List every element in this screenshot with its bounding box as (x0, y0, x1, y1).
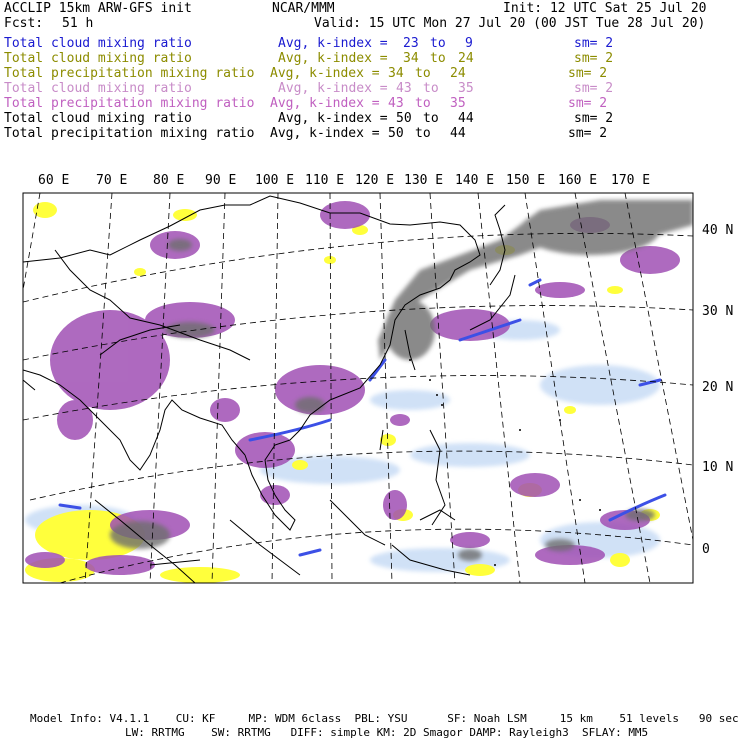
k-index-to-word: to (430, 36, 446, 51)
k-index-to-word: to (423, 111, 439, 126)
forecast-hour: 51 h (62, 16, 94, 31)
lon-label: 120 E (355, 173, 395, 188)
k-index-to: 44 (458, 111, 474, 126)
k-index-to-word: to (415, 126, 431, 141)
forecast-label: Fcst: (4, 16, 44, 31)
field-avg-label: Avg, k-index = (278, 36, 388, 51)
longitude-labels (38, 173, 650, 188)
init-time: Init: 12 UTC Sat 25 Jul 20 (503, 1, 707, 16)
lon-label: 70 E (96, 173, 128, 188)
k-index-to-word: to (415, 66, 431, 81)
map-plot-area (23, 193, 693, 583)
field-name: Total cloud mixing ratio (4, 36, 192, 51)
field-name: Total cloud mixing ratio (4, 111, 192, 126)
k-index-to: 24 (458, 51, 474, 66)
k-index-to: 35 (450, 96, 466, 111)
k-index-to-word: to (423, 81, 439, 96)
smoothing: sm= 2 (568, 96, 608, 111)
smoothing: sm= 2 (574, 36, 614, 51)
k-index-from: 34 (403, 51, 419, 66)
lon-label: 150 E (506, 173, 546, 188)
lon-label: 80 E (153, 173, 185, 188)
smoothing: sm= 2 (574, 81, 614, 96)
lon-label: 110 E (305, 173, 345, 188)
k-index-to-word: to (430, 51, 446, 66)
lon-label: 90 E (205, 173, 237, 188)
k-index-to: 44 (450, 126, 466, 141)
field-name: Total precipitation mixing ratio (4, 126, 255, 141)
lat-label: 30 N (702, 304, 734, 319)
model-title: ACCLIP 15km ARW-GFS init (4, 1, 192, 16)
field-name: Total precipitation mixing ratio (4, 66, 255, 81)
k-index-from: 50 (388, 126, 404, 141)
field-avg-label: Avg, k-index = (270, 126, 380, 141)
latitude-labels (702, 223, 733, 557)
valid-time: Valid: 15 UTC Mon 27 Jul 20 (00 JST Tue 28 Jul 20) (314, 16, 706, 31)
lat-label: 10 N (702, 460, 734, 475)
k-index-to: 9 (465, 36, 473, 51)
k-index-from: 43 (388, 96, 404, 111)
k-index-to: 24 (450, 66, 466, 81)
field-name: Total cloud mixing ratio (4, 81, 192, 96)
k-index-to: 35 (458, 81, 474, 96)
lon-label: 130 E (404, 173, 444, 188)
field-avg-label: Avg, k-index = (278, 51, 388, 66)
smoothing: sm= 2 (574, 111, 614, 126)
field-avg-label: Avg, k-index = (270, 66, 380, 81)
lat-label: 0 (702, 542, 710, 557)
model-info-line1: Model Info: V4.1.1 CU: KF MP: WDM 6class PBL: YSU SF: Noah LSM 15 km 51 levels 90 sec (30, 712, 739, 725)
model-info-line2: LW: RRTMG SW: RRTMG DIFF: simple KM: 2D Smagor DAMP: Rayleigh3 SFLAY: MM5 (125, 726, 649, 739)
lon-label: 100 E (255, 173, 295, 188)
smoothing: sm= 2 (568, 126, 608, 141)
lat-label: 20 N (702, 380, 734, 395)
field-avg-label: Avg, k-index = (278, 81, 388, 96)
k-index-from: 50 (396, 111, 412, 126)
field-avg-label: Avg, k-index = (270, 96, 380, 111)
lat-label: 40 N (702, 223, 734, 238)
field-name: Total cloud mixing ratio (4, 51, 192, 66)
lon-label: 170 E (611, 173, 651, 188)
lon-label: 140 E (455, 173, 495, 188)
smoothing: sm= 2 (568, 66, 608, 81)
smoothing: sm= 2 (574, 51, 614, 66)
field-name: Total precipitation mixing ratio (4, 96, 255, 111)
k-index-from: 23 (403, 36, 419, 51)
lon-label: 60 E (38, 173, 70, 188)
k-index-to-word: to (415, 96, 431, 111)
k-index-from: 34 (388, 66, 404, 81)
k-index-from: 43 (396, 81, 412, 96)
lon-label: 160 E (558, 173, 598, 188)
center-label: NCAR/MMM (272, 1, 335, 16)
field-avg-label: Avg, k-index = (278, 111, 388, 126)
